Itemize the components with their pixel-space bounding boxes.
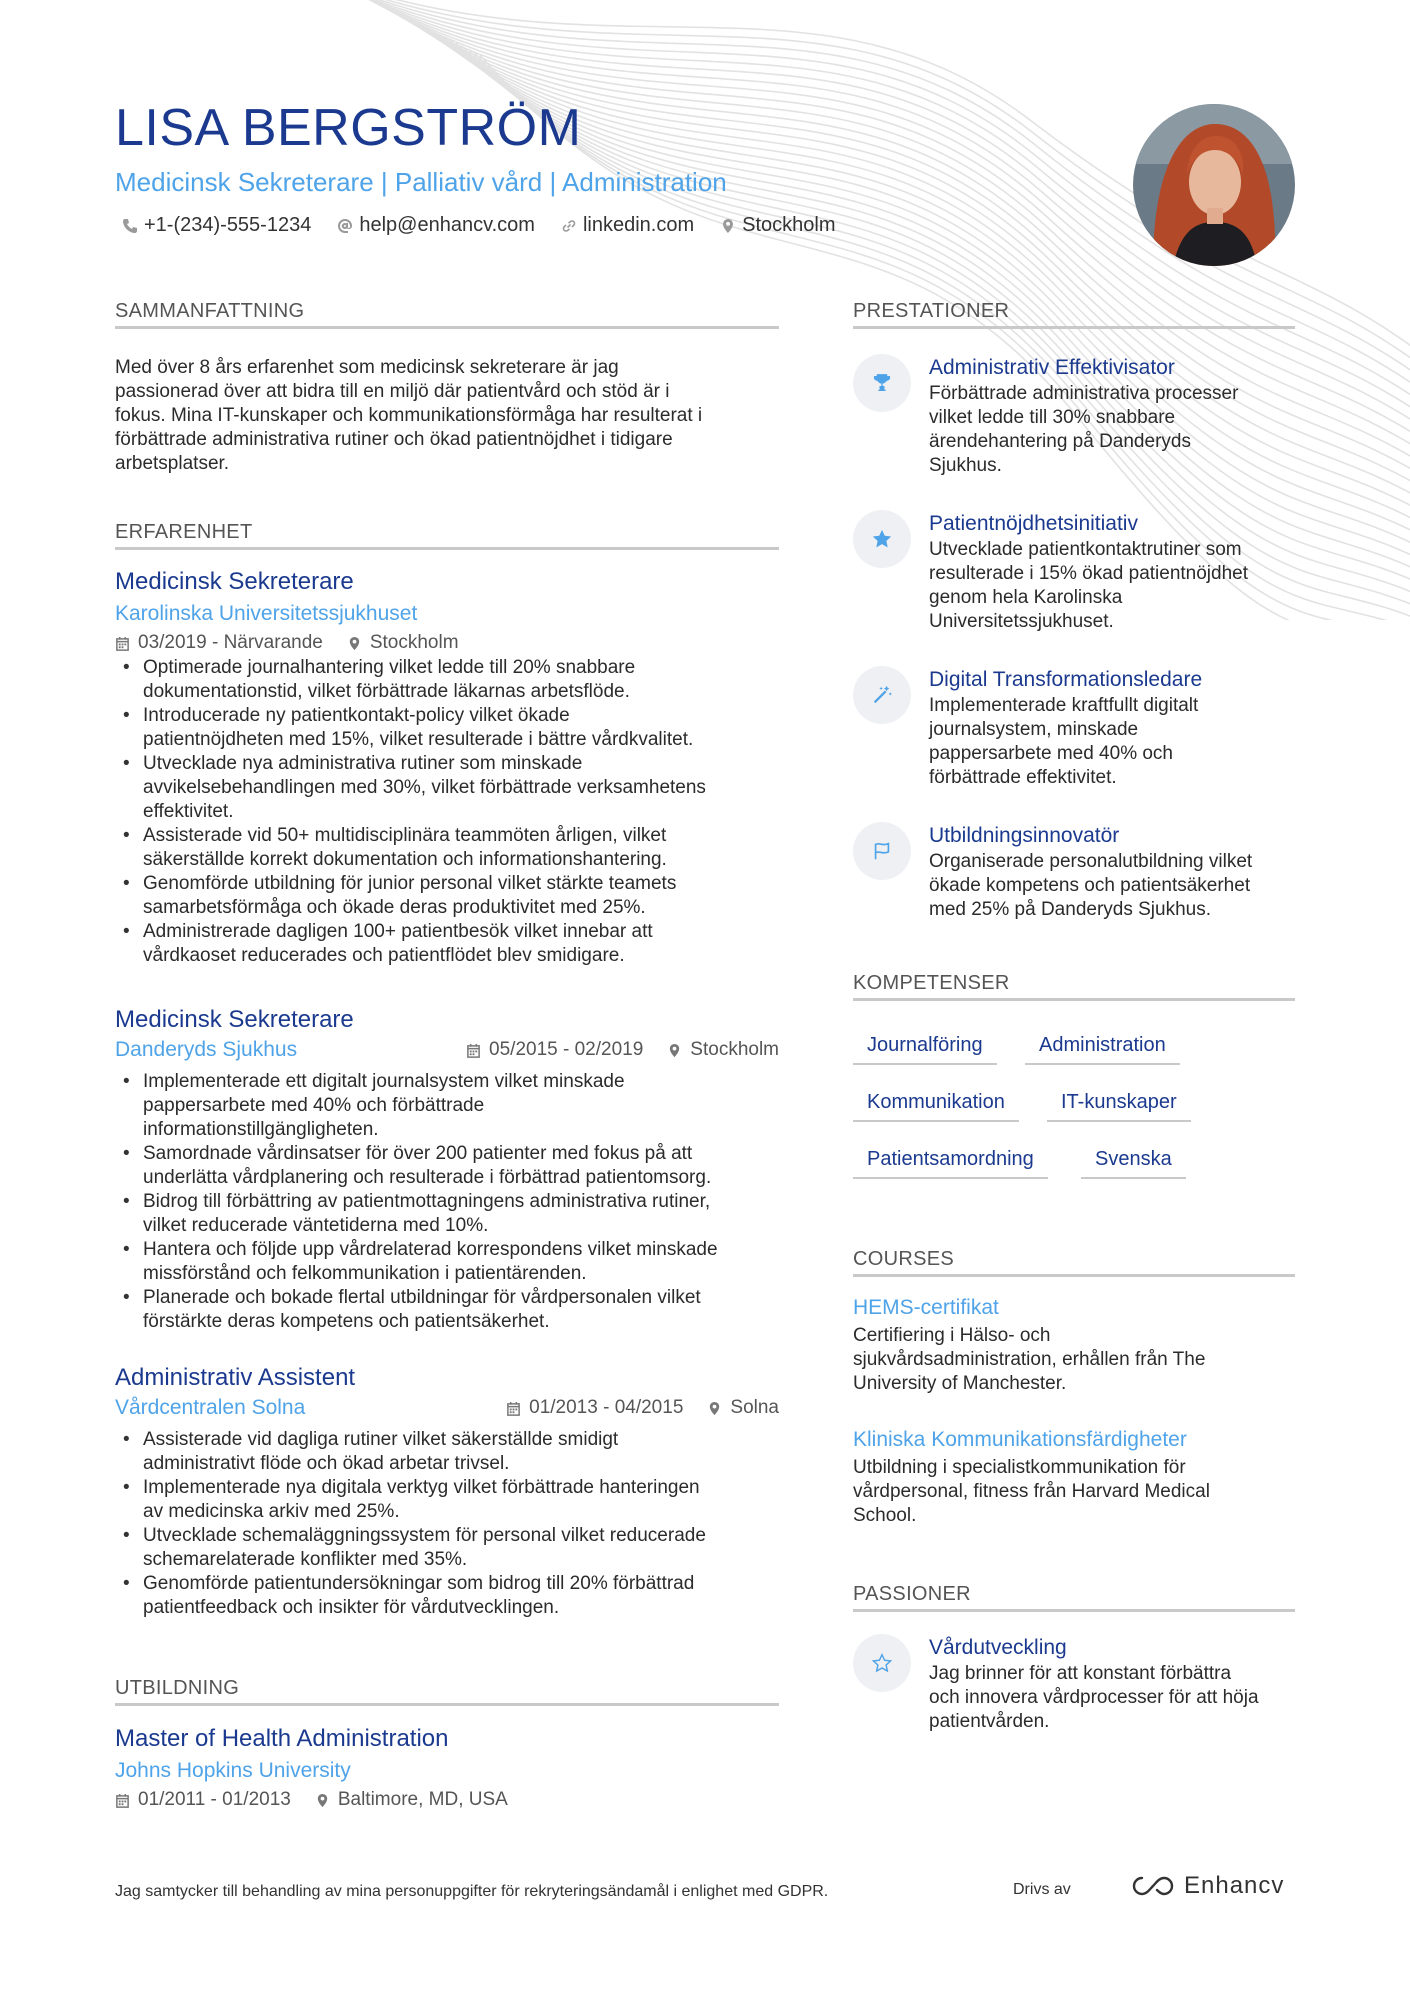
location-pin-icon — [707, 1401, 722, 1416]
job-entry — [115, 1364, 779, 1620]
job-company: Danderyds Sjukhus — [115, 1038, 298, 1061]
bullet-item: • Samordnade vårdinsatser för över 200 patienter med fokus på att underlätta vårdplanering och resulterade i förbättrad patientomsorg. — [143, 1142, 779, 1190]
job-dates — [506, 1397, 683, 1419]
calendar-icon — [506, 1401, 521, 1416]
infinity-logo-icon — [1130, 1873, 1176, 1899]
degree-title: Master of Health Administration — [115, 1725, 449, 1752]
summary-line: passionerad över att bidra till en miljö där patientvård och stöd är i — [115, 381, 670, 402]
job-location — [707, 1397, 779, 1419]
calendar-icon — [115, 1793, 130, 1808]
phone-text: +1-(234)-555-1234 — [144, 214, 312, 236]
achievement-icon-circle — [853, 666, 911, 724]
profile-photo — [1133, 104, 1295, 266]
summary-line: fokus. Mina IT-kunskaper och kommunikationsförmåga har resulterat i — [115, 405, 703, 426]
job-company: Karolinska Universitetssjukhuset — [115, 602, 418, 625]
education-location-text: Baltimore, MD, USA — [337, 1789, 508, 1810]
passions-heading: PASSIONER — [853, 1583, 1295, 1612]
job-meta — [115, 632, 779, 654]
achievements-heading: PRESTATIONER — [853, 300, 1295, 329]
contact-linkedin[interactable] — [561, 214, 694, 237]
star-icon — [871, 528, 893, 550]
location-pin-icon — [315, 1793, 330, 1808]
job-title: Administrativ Assistent — [115, 1364, 356, 1391]
education-meta — [115, 1789, 779, 1811]
job-meta — [506, 1397, 779, 1419]
achievement-text — [929, 354, 1299, 478]
course-desc: Certifiering i Hälso- och sjukvårdsadministration, erhållen från The University of Manchester. — [853, 1325, 1206, 1394]
courses-heading: COURSES — [853, 1248, 1295, 1277]
summary-line: Med över 8 års erfarenhet som medicinsk sekreterare är jag — [115, 357, 619, 378]
job-title: Medicinsk Sekreterare — [115, 1006, 354, 1033]
achievement-desc: Organiserade personalutbildning vilket ökade kompetens och patientsäkerhet med 25% på Danderyds Sjukhus. — [929, 851, 1253, 920]
job-dates-text: 01/2013 - 04/2015 — [529, 1397, 684, 1418]
experience-heading: ERFARENHET — [115, 521, 779, 550]
job-company: Vårdcentralen Solna — [115, 1396, 306, 1419]
summary-heading: SAMMANFATTNING — [115, 300, 779, 329]
achievement-desc: Implementerade kraftfullt digitalt journalsystem, minskade pappersarbete med 40% och förbättrade effektivitet. — [929, 695, 1199, 788]
achievement-text — [929, 666, 1299, 790]
achievement-desc: Utvecklade patientkontaktrutiner som resulterade i 15% ökad patientnöjdhet genom hela Karolinska Universitetssjukhuset. — [929, 539, 1249, 632]
education-entry — [115, 1725, 779, 1811]
course-title: HEMS-certifikat — [853, 1296, 999, 1319]
job-location-text: Solna — [730, 1397, 779, 1418]
bullet-item: • Genomförde utbildning för junior personal vilket stärkte teamets samarbetsförmåga och ökade deras produktivitet med 25%. — [143, 872, 779, 920]
achievement-desc: Förbättrade administrativa processer vilket ledde till 30% snabbare ärendehantering på Danderyds Sjukhus. — [929, 383, 1239, 476]
bullet-item: • Utvecklade schemaläggningssystem för personal vilket reducerade schemarelaterade konflikter med 35%. — [143, 1524, 779, 1572]
bullet-item: • Genomförde patientundersökningar som bidrog till 20% förbättrad patientfeedback och insikter för vårdutvecklingen. — [143, 1572, 779, 1620]
job-location-text: Stockholm — [369, 632, 459, 653]
summary-text — [115, 356, 779, 476]
course-title: Kliniska Kommunikationsfärdigheter — [853, 1428, 1187, 1451]
gdpr-consent: Jag samtycker till behandling av mina personuppgifter för rekryteringsändamål i enlighet med GDPR. — [115, 1883, 829, 1900]
summary-line: arbetsplatser. — [115, 453, 230, 474]
location-pin-icon — [667, 1043, 682, 1058]
skill-tag: Svenska — [1081, 1148, 1186, 1179]
bullet-item: • Administrerade dagligen 100+ patientbesök vilket innebar att vårdkaoset reducerades och patientflödet blev smidigare. — [143, 920, 779, 968]
job-bullets — [115, 1428, 779, 1620]
bullet-item: • Assisterade vid dagliga rutiner vilket säkerställde smidigt administrativt flöde och ökad arbetar trivsel. — [143, 1428, 779, 1476]
achievement-item — [853, 510, 1295, 640]
bullet-item: • Introducerade ny patientkontakt-policy vilket ökade patientnöjdheten med 15%, vilket resulterade i bättre vårdkvalitet. — [143, 704, 779, 752]
job-entry — [115, 1006, 779, 1334]
bullet-item: • Planerade och bokade flertal utbildningar för vårdpersonalen vilket förstärkte deras kompetens och patientsäkerhet. — [143, 1286, 779, 1334]
phone-icon — [122, 218, 138, 234]
brand-name: Enhancv — [1184, 1872, 1285, 1899]
job-company-row — [115, 1038, 779, 1070]
job-dates — [115, 632, 323, 654]
bullet-item: • Optimerade journalhantering vilket ledde till 20% snabbare dokumentationstid, vilket förbättrade läkarnas arbetsflöde. — [143, 656, 779, 704]
flag-icon — [871, 840, 893, 862]
at-icon — [337, 218, 353, 234]
passion-icon-circle — [853, 1634, 911, 1692]
achievement-text — [929, 510, 1299, 634]
job-location-text: Stockholm — [690, 1039, 779, 1060]
magic-wand-icon — [871, 684, 893, 706]
job-entry — [115, 568, 779, 968]
bullet-item: • Assisterade vid 50+ multidisciplinära teammöten årligen, vilket säkerställde korrekt dokumentation och informationshantering. — [143, 824, 779, 872]
school-name: Johns Hopkins University — [115, 1759, 351, 1782]
contact-location — [720, 214, 835, 237]
course-item — [853, 1296, 1295, 1396]
passion-desc: Jag brinner för att konstant förbättra och innovera vårdprocesser för att höja patientvården. — [929, 1663, 1259, 1732]
candidate-name: LISA BERGSTRÖM — [115, 99, 582, 157]
achievement-item — [853, 666, 1295, 796]
link-icon — [561, 218, 577, 234]
star-outline-icon — [871, 1652, 893, 1674]
bullet-item: • Bidrog till förbättring av patientmottagningens administrativa rutiner, vilket reducerade väntetiderna med 10%. — [143, 1190, 779, 1238]
calendar-icon — [115, 636, 130, 651]
job-title: Medicinsk Sekreterare — [115, 568, 354, 595]
course-item — [853, 1428, 1295, 1528]
location-pin-icon — [720, 218, 736, 234]
job-company-row — [115, 1396, 779, 1428]
email-text: help@enhancv.com — [359, 214, 535, 236]
contact-email[interactable] — [337, 214, 535, 237]
achievement-item — [853, 822, 1295, 932]
achievement-icon-circle — [853, 510, 911, 568]
job-dates-text: 05/2015 - 02/2019 — [489, 1039, 644, 1060]
linkedin-text: linkedin.com — [582, 214, 695, 236]
bullet-item: • Implementerade ett digitalt journalsystem vilket minskade pappersarbete med 40% och förbättrade informationstillgängligheten. — [143, 1070, 779, 1142]
achievement-text — [929, 822, 1299, 922]
achievement-icon-circle — [853, 354, 911, 412]
job-location — [347, 632, 459, 654]
job-meta — [466, 1039, 779, 1061]
brand-logo[interactable] — [1130, 1872, 1284, 1900]
skill-tag: Administration — [1025, 1034, 1180, 1065]
location-pin-icon — [347, 636, 362, 651]
education-heading: UTBILDNING — [115, 1677, 779, 1706]
education-dates — [115, 1789, 291, 1811]
passion-item — [853, 1634, 1295, 1744]
skills-heading: KOMPETENSER — [853, 972, 1295, 1001]
calendar-icon — [466, 1043, 481, 1058]
passion-text — [929, 1634, 1299, 1734]
course-desc: Utbildning i specialistkommunikation för vårdpersonal, fitness från Harvard Medical School. — [853, 1457, 1210, 1526]
job-dates-text: 03/2019 - Närvarande — [138, 632, 323, 653]
candidate-subtitle: Medicinsk Sekreterare | Palliativ vård | Administration — [115, 167, 727, 197]
achievement-icon-circle — [853, 822, 911, 880]
skill-tag: Kommunikation — [853, 1091, 1019, 1122]
education-location — [315, 1789, 508, 1811]
trophy-icon — [871, 372, 893, 394]
bullet-item: • Utvecklade nya administrativa rutiner som minskade avvikelsebehandlingen med 30%, vilket förbättrade verksamhetens effektivitet. — [143, 752, 779, 824]
contact-phone[interactable] — [122, 214, 311, 237]
location-text: Stockholm — [742, 214, 836, 236]
skill-tag: IT-kunskaper — [1047, 1091, 1191, 1122]
skill-tag: Patientsamordning — [853, 1148, 1048, 1179]
achievement-title: Patientnöjdhetsinitiativ — [929, 512, 1138, 535]
powered-by-label: Drivs av — [1013, 1881, 1071, 1898]
passion-title: Vårdutveckling — [929, 1636, 1067, 1659]
achievement-title: Utbildningsinnovatör — [929, 824, 1120, 847]
achievement-item — [853, 354, 1295, 484]
job-bullets — [115, 1070, 779, 1334]
bullet-item: • Implementerade nya digitala verktyg vilket förbättrade hanteringen av medicinska arkiv med 25%. — [143, 1476, 779, 1524]
job-dates — [466, 1039, 643, 1061]
summary-line: förbättrade administrativa rutiner och ökad patientnöjdhet i tidigare — [115, 429, 673, 450]
job-location — [667, 1039, 779, 1061]
contact-bar — [122, 214, 835, 237]
bullet-item: • Hantera och följde upp vårdrelaterad korrespondens vilket minskade missförstånd och felkommunikation i patientärenden. — [143, 1238, 779, 1286]
skill-tag: Journalföring — [853, 1034, 997, 1065]
achievement-title: Administrativ Effektivisator — [929, 356, 1175, 379]
education-dates-text: 01/2011 - 01/2013 — [138, 1789, 291, 1810]
achievement-title: Digital Transformationsledare — [929, 668, 1203, 691]
job-bullets — [115, 656, 779, 968]
